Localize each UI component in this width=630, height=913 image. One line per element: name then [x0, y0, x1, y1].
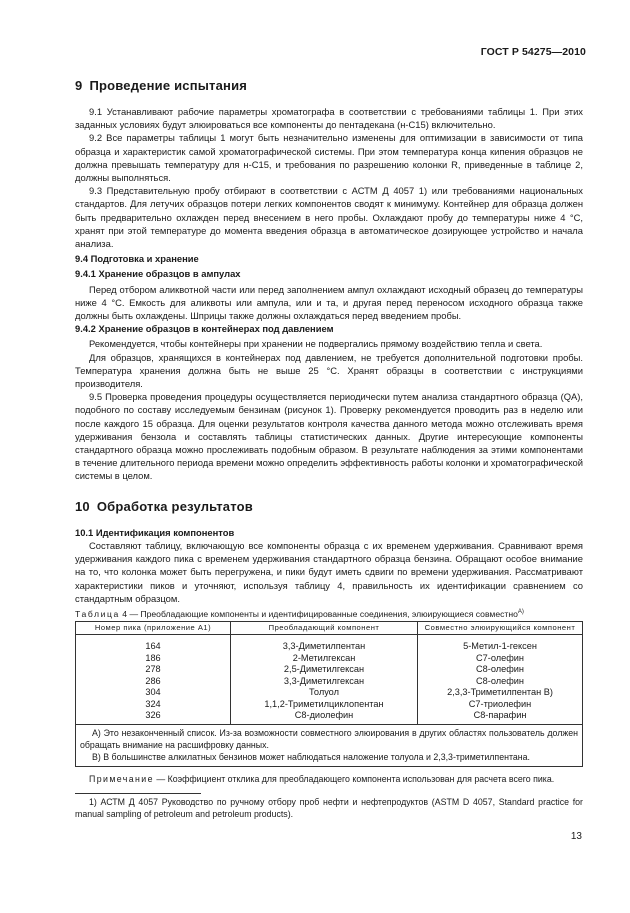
paragraph-9-5: 9.5 Проверка проведения процедуры осуществляется периодически путем анализа стандартного образца (QA), подобного по составу исследуемым бензинам (рисунок 1). Проверку рекомендуется проводить раз в неделю или после каждого 15 образца. Для оценки результатов контроля качества данного метода можно отслеживать время удерживания бензола и составлять таблицы статистических данных. Другие интересующие компоненты стандартного образца можно прослеживать подобным образом. В результате наблюдения за этими компонентами в течение длительного периода времени можно определить эффективность работы колонки и хроматографической системы в целом.	[75, 391, 583, 482]
table-cell-peak: 324	[76, 699, 231, 711]
heading-10-1: 10.1 Идентификация компонентов	[75, 526, 235, 538]
table-cell-peak: 278	[76, 664, 231, 676]
table-cell-peak: 326	[76, 710, 231, 724]
page-content	[75, 78, 583, 820]
table-row	[76, 676, 583, 688]
paragraph-9-4-1: Перед отбором аликвотной части или перед заполнением ампул охлаждают исходный образец до температуры ниже 4 °С. Емкость для аликвоты или ампула, или и та, и другая перед переносом исходного образца также должны быть охлаждены. Шприцы также должны охлаждаться перед введением пробы.	[75, 283, 583, 322]
table-cell-peak: 286	[76, 676, 231, 688]
section-9-number: 9	[75, 78, 83, 93]
table-cell-peak: 164	[76, 641, 231, 653]
table-cell-main: 3,3-Диметилпентан	[231, 641, 418, 653]
table-cell-co: C8-олефин	[418, 664, 583, 676]
table-cell-main: 1,1,2-Триметилциклопентан	[231, 699, 418, 711]
table-cell-co: C8-олефин	[418, 676, 583, 688]
section-10-number: 10	[75, 498, 90, 514]
table-4	[75, 621, 583, 725]
table-header-row	[76, 621, 583, 634]
table-row	[76, 664, 583, 676]
table-cell-co: C7-триолефин	[418, 699, 583, 711]
paragraph-9-4-2-b: Для образцов, хранящихся в контейнерах под давлением, не требуется дополнительной подготовки пробы. Температура хранения должна быть не выше 25 °С. Хранят образцы в соответствии с инструкциями производителя.	[75, 351, 583, 390]
header-coeluting-component: Совместно элюирующийся компонент	[418, 621, 583, 634]
footnote-1: 1) АСТМ Д 4057 Руководство по ручному отбору проб нефти и нефтепродуктов (ASTM D 4057, Standard practice for manual sampling of petroleum and petroleum products).	[75, 797, 583, 820]
table-cell-main: Толуол	[231, 687, 418, 699]
heading-9-4: 9.4 Подготовка и хранение	[75, 253, 199, 265]
table-cell-peak: 304	[76, 687, 231, 699]
paragraph-9-3: 9.3 Представительную пробу отбирают в соответствии с АСТМ Д 4057 1) или требованиями национальных стандартов. Для летучих образцов потери легких компонентов сводят к минимуму. Контейнер для образца должен быть предварительно охлажден перед внесением в него пробы. Охлаждают пробу до температуры ниже 4 °С, хранят при этой температуре до момента введения образца в автоматическое дозирующее устройство и начала анализа.	[75, 185, 583, 250]
paragraph-10-1: Составляют таблицу, включающую все компоненты образца с их временем удерживания. Сравнивают время удерживания каждого пика с временем удерживания стандартного образца бензина. Обращают особое внимание на то, что колонка может быть перегружена, и пики будут иметь сдвиги по времени удерживания. Рассматривают характеристики пиков и уточняют, используя таблицу 4, правильность их идентификации сравнением со стандартным образцом.	[75, 539, 583, 604]
heading-9-4-1: 9.4.1 Хранение образцов в ампулах	[75, 268, 241, 280]
table-note-b: В) В большинстве алкилатных бензинов может наблюдаться наложение толуола и 2,3,3-триметилпентана.	[92, 752, 530, 763]
paragraph-9-1: 9.1 Устанавливают рабочие параметры хроматографа в соответствии с требованиями таблицы 1. При этих заданных условиях будут элюироваться все компоненты до пентадекана (н-С15) включительно.	[75, 106, 583, 131]
table-caption-text: 4 — Преобладающие компоненты и идентифицированные соединения, элюирующиеся совместно	[122, 608, 518, 619]
table-row	[76, 699, 583, 711]
footnote-divider	[75, 793, 201, 794]
table-cell-peak: 186	[76, 653, 231, 665]
section-10-title: Обработка результатов	[96, 498, 253, 514]
table-caption-footnote-mark: А)	[517, 609, 524, 616]
note	[75, 773, 583, 785]
table-4-caption	[75, 608, 583, 620]
header-peak-number: Номер пика (приложение А1)	[76, 621, 231, 634]
document-code: ГОСТ Р 54275—2010	[480, 46, 586, 58]
table-row	[76, 641, 583, 653]
table-cell-main: 2,5-Диметилгексан	[231, 664, 418, 676]
section-10-heading	[75, 499, 583, 514]
table-body	[76, 634, 583, 724]
table-cell-co: C8-парафин	[418, 710, 583, 724]
table-cell-main: C8-диолефин	[231, 710, 418, 724]
table-caption-label: Таблица	[75, 608, 120, 619]
table-cell-main: 3,3-Диметилгексан	[231, 676, 418, 688]
paragraph-9-2: 9.2 Все параметры таблицы 1 могут быть незначительно изменены для оптимизации в зависимости от типа образца и характеристик самой хроматографической системы. При этом температура конца кипения образцов не должна превышать температуру для н-С15, и требования по разрешению колонки R, приведенные в таблице 2, должны выполняться.	[75, 132, 583, 184]
section-9-heading	[75, 78, 583, 93]
table-note-a: А) Это незаконченный список. Из-за возможности совместного элюирования в других областях пользователь должен обращать внимание на расшифровку данных.	[80, 728, 578, 751]
table-row	[76, 653, 583, 665]
table-cell-co: 5-Метил-1-гексен	[418, 641, 583, 653]
note-label: Примечание	[89, 774, 154, 785]
table-row	[76, 710, 583, 724]
table-cell-co: 2,3,3-Триметилпентан В)	[418, 687, 583, 699]
section-9-title: Проведение испытания	[89, 78, 248, 93]
table-row	[76, 687, 583, 699]
paragraph-9-4-2-a: Рекомендуется, чтобы контейнеры при хранении не подвергались прямому воздействию тепла и света.	[89, 338, 543, 350]
table-cell-main: 2-Метилгексан	[231, 653, 418, 665]
page-number: 13	[570, 831, 582, 842]
header-main-component: Преобладающий компонент	[231, 621, 418, 634]
table-cell-co: C7-олефин	[418, 653, 583, 665]
heading-9-4-2: 9.4.2 Хранение образцов в контейнерах под давлением	[75, 323, 334, 335]
table-4-notes	[75, 725, 583, 767]
note-text: — Коэффициент отклика для преобладающего компонента использован для расчета всего пика.	[153, 774, 555, 785]
